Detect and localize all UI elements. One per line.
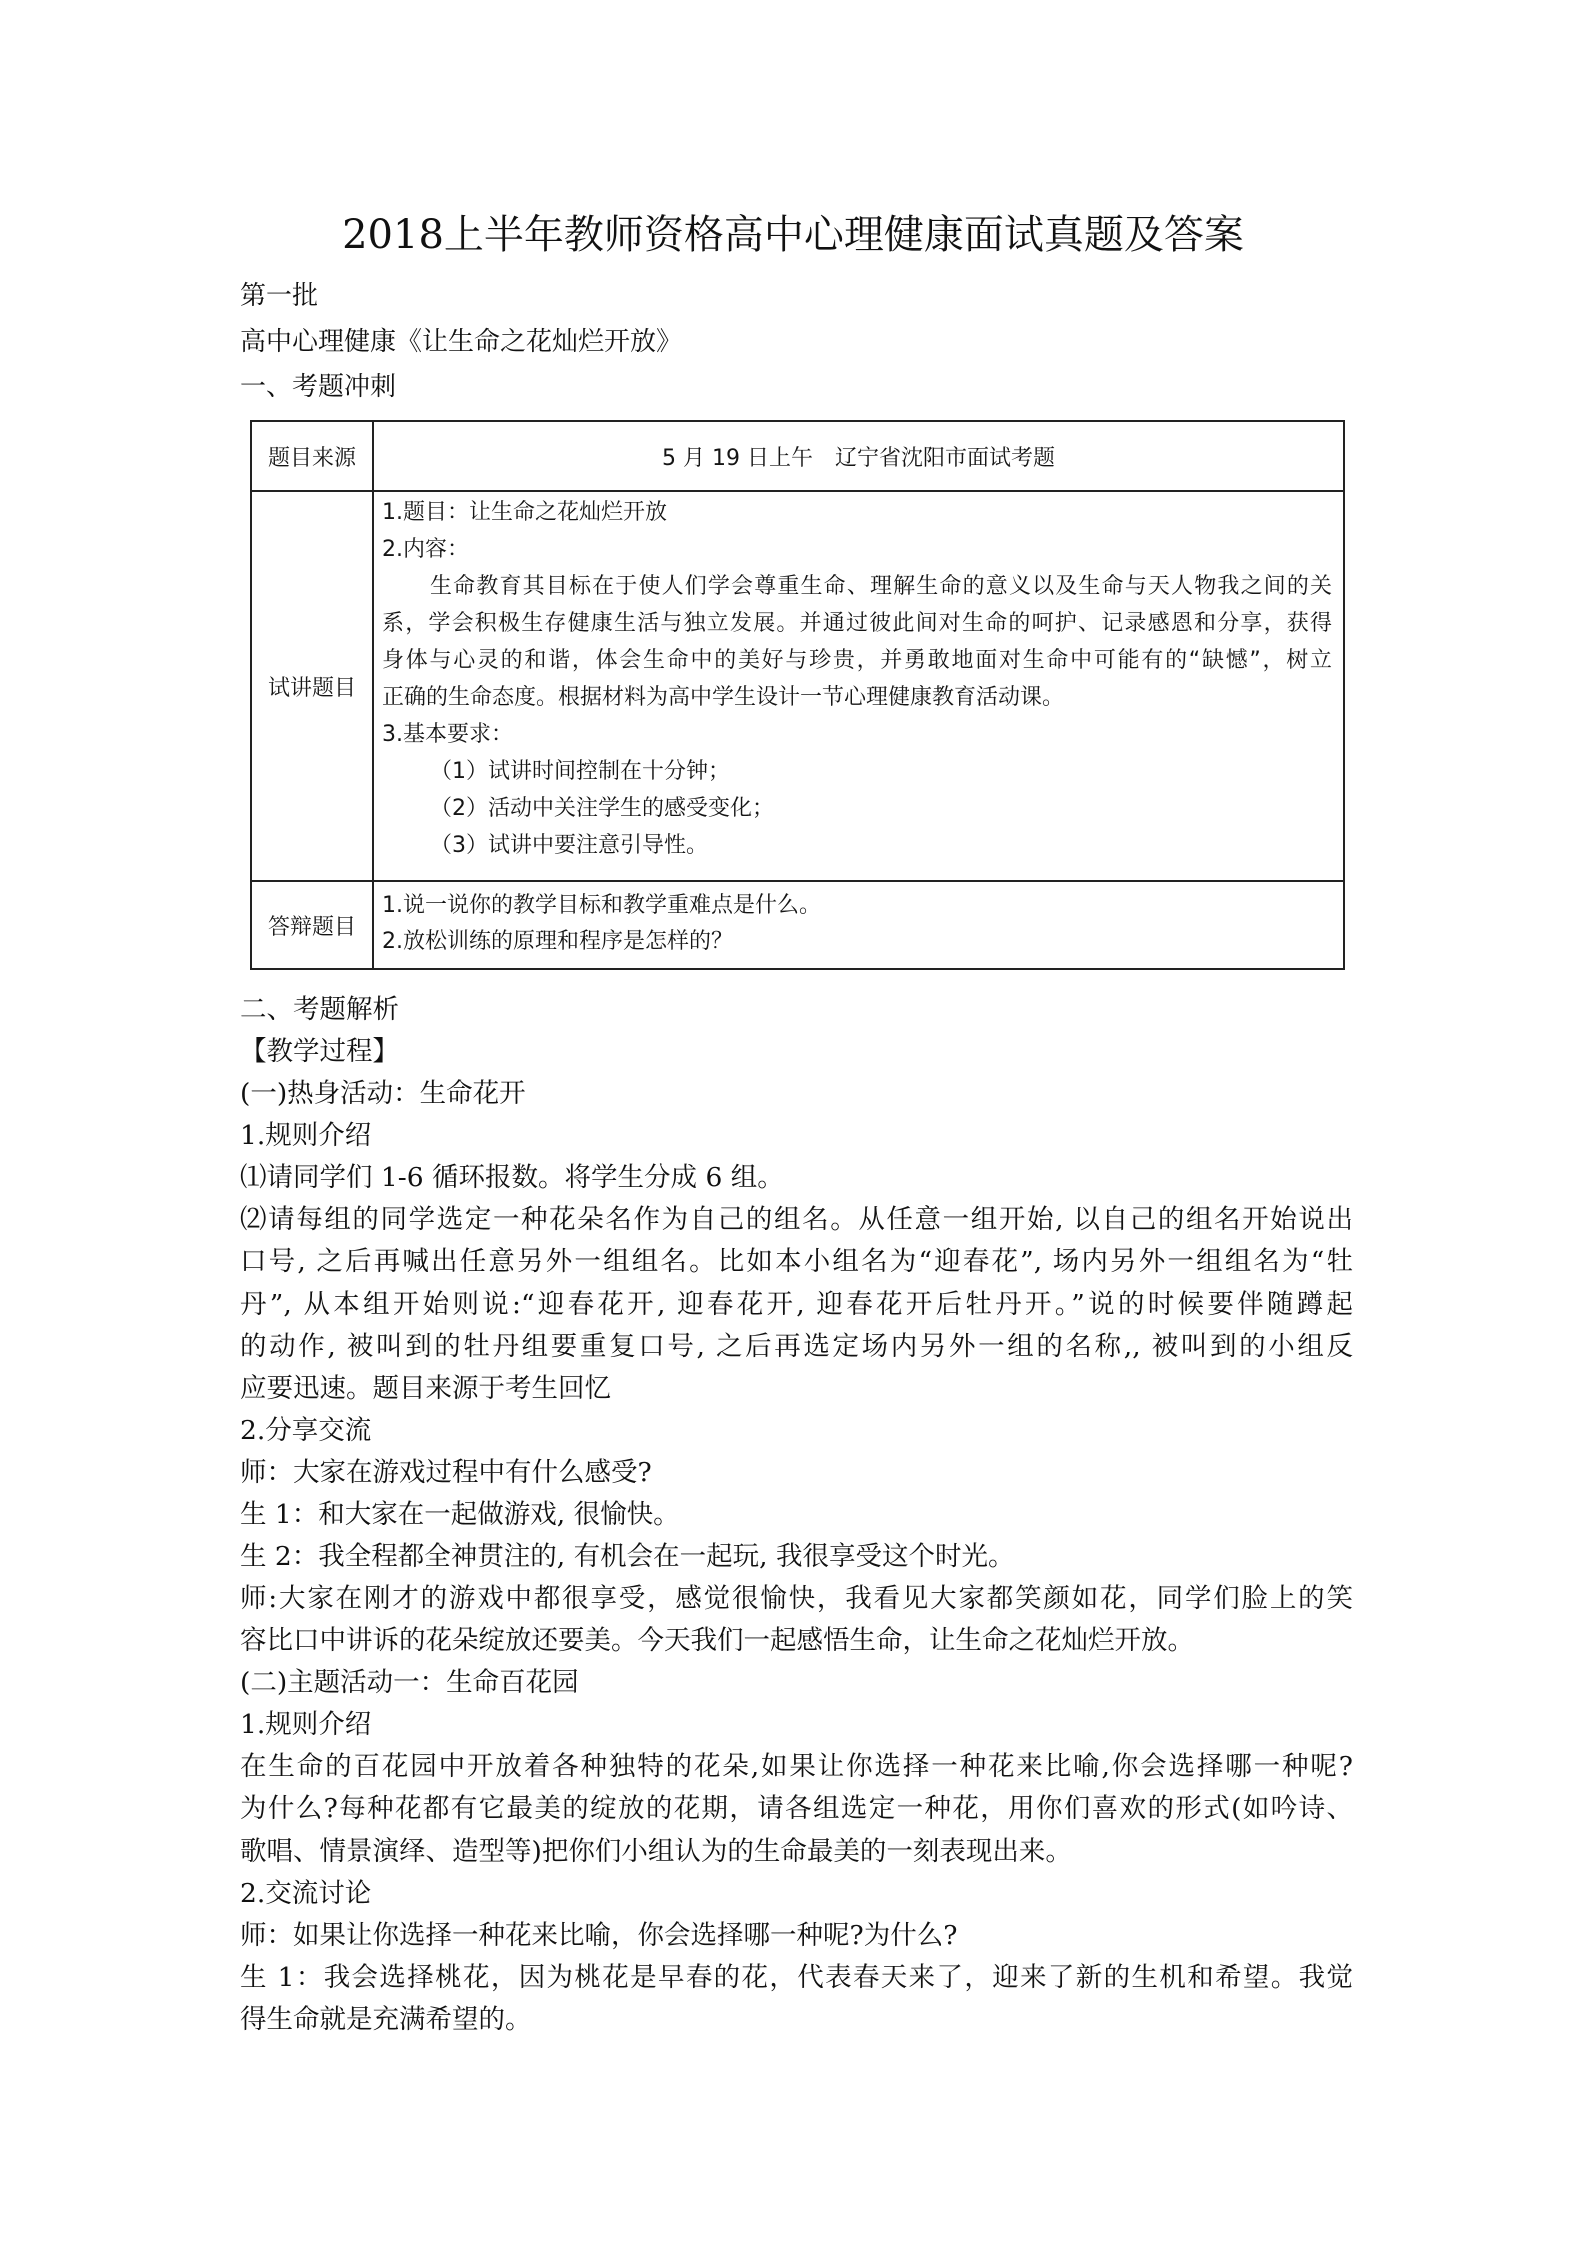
paragraph-line: ⑴请同学们 1-6 循环报数。将学生分成 6 组。 <box>240 1162 784 1194</box>
section-heading-exam-sprint: 一、考题冲刺 <box>240 372 397 402</box>
content-heading: 2.内容： <box>382 537 469 562</box>
subsection-heading: 1.规则介绍 <box>240 1709 372 1741</box>
table-value-lecture-topic <box>374 492 1343 880</box>
paragraph-line: 的动作, 被叫到的牡丹组要重复口号, 之后再选定场内另外一组的名称,, 被叫到的小组反 <box>240 1330 1353 1362</box>
content-line: 身体与心灵的和谐，体会生命中的美好与珍贵，并勇敢地面对生命中可能有的“缺憾”，树立 <box>382 648 1332 673</box>
requirement-item: （1）试讲时间控制在十分钟； <box>430 759 730 784</box>
paragraph-line: 为什么?每种花都有它最美的绽放的花期，请各组选定一种花，用你们喜欢的形式(如吟诗、 <box>240 1793 1353 1825</box>
defense-question: 1.说一说你的教学目标和教学重难点是什么。 <box>382 893 821 918</box>
subsection-heading: 2.分享交流 <box>240 1414 372 1446</box>
paragraph-line: 在生命的百花园中开放着各种独特的花朵,如果让你选择一种花来比喻,你会选择哪一种呢? <box>240 1751 1353 1783</box>
dialogue-line: 师:大家在刚才的游戏中都很享受，感觉很愉快，我看见大家都笑颜如花，同学们脸上的笑 <box>240 1583 1353 1615</box>
requirement-item: （2）活动中关注学生的感受变化； <box>430 796 774 821</box>
paragraph-line: 应要迅速。题目来源于考生回忆 <box>240 1372 611 1404</box>
exam-question-table <box>250 420 1345 970</box>
paragraph-line: ⑵请每组的同学选定一种花朵名作为自己的组名。从任意一组开始, 以自己的组名开始说出 <box>240 1204 1353 1236</box>
activity-heading: (二)主题活动一：生命百花园 <box>240 1667 579 1699</box>
paragraph-line: 丹”, 从本组开始则说:“迎春花开, 迎春花开, 迎春花开后牡丹开。”说的时候要伴随蹲起 <box>240 1288 1353 1320</box>
content-line: 正确的生命态度。根据材料为高中学生设计一节心理健康教育活动课。 <box>382 685 1065 710</box>
dialogue-line: 生 1：我会选择桃花，因为桃花是早春的花，代表春天来了，迎来了新的生机和希望。我觉 <box>240 1961 1353 1993</box>
lesson-title: 高中心理健康《让生命之花灿烂开放》 <box>240 326 683 357</box>
topic-line: 1.题目：让生命之花灿烂开放 <box>382 500 667 525</box>
dialogue-line: 师：如果让你选择一种花来比喻，你会选择哪一种呢?为什么? <box>240 1919 958 1951</box>
analysis-section <box>240 989 1353 2041</box>
activity-heading: (一)热身活动：生命花开 <box>240 1078 526 1110</box>
table-value-defense-questions <box>374 882 1343 968</box>
section-heading-analysis: 二、考题解析 <box>240 994 399 1025</box>
intro-block <box>240 274 682 411</box>
requirement-item: （3）试讲中要注意引导性。 <box>430 833 708 858</box>
subsection-heading: 2.交流讨论 <box>240 1877 372 1909</box>
table-label-source: 题目来源 <box>267 445 356 471</box>
content-line: 生命教育其目标在于使人们学会尊重生命、理解生命的意义以及生命与天人物我之间的关 <box>430 574 1332 599</box>
paragraph-line: 歌唱、情景演绎、造型等)把你们小组认为的生命最美的一刻表现出来。 <box>240 1835 1072 1867</box>
dialogue-line: 生 2：我全程都全神贯注的, 有机会在一起玩, 我很享受这个时光。 <box>240 1541 1015 1573</box>
requirements-heading: 3.基本要求： <box>382 722 513 747</box>
table-label-defense-questions: 答辩题目 <box>267 914 356 940</box>
dialogue-line: 师：大家在游戏过程中有什么感受? <box>240 1456 652 1488</box>
defense-question: 2.放松训练的原理和程序是怎样的？ <box>382 929 733 954</box>
subsection-heading: 1.规则介绍 <box>240 1120 372 1152</box>
table-value-source: 5 月 19 日上午 辽宁省沈阳市面试考题 <box>662 445 1055 471</box>
content-line: 系，学会积极生存健康生活与独立发展。并通过彼此间对生命的呵护、记录感恩和分享，获得 <box>382 611 1332 636</box>
dialogue-line: 得生命就是充满希望的。 <box>240 2003 532 2035</box>
teaching-process-heading: 【教学过程】 <box>240 1036 399 1068</box>
dialogue-line: 生 1：和大家在一起做游戏, 很愉快。 <box>240 1498 680 1530</box>
batch-label: 第一批 <box>240 281 319 311</box>
document-title: 2018上半年教师资格高中心理健康面试真题及答案 <box>342 212 1244 258</box>
dialogue-line: 容比口中讲诉的花朵绽放还要美。今天我们一起感悟生命，让生命之花灿烂开放。 <box>240 1625 1194 1657</box>
table-label-lecture-topic: 试讲题目 <box>267 675 356 701</box>
paragraph-line: 口号, 之后再喊出任意另外一组组名。比如本小组名为“迎春花”, 场内另外一组组名为“牡 <box>240 1246 1353 1278</box>
